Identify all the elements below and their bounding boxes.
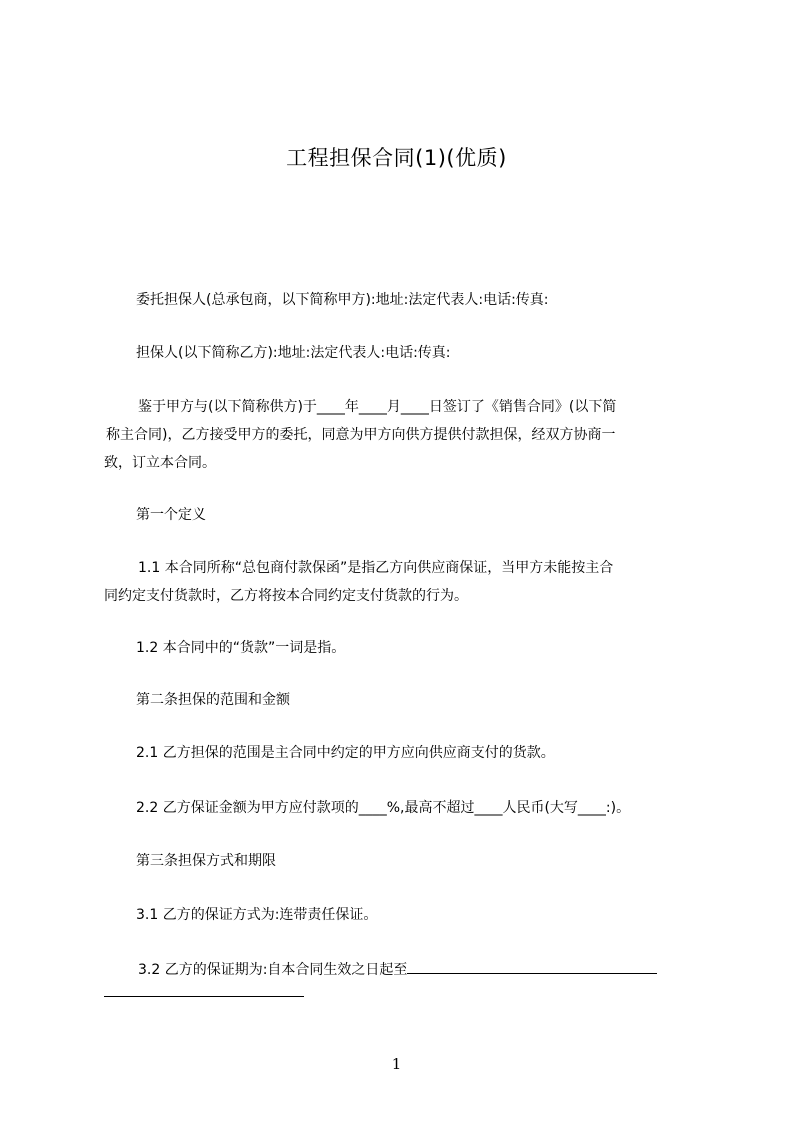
clause-1-1-line-2: 同约定支付货款时，乙方将按本合同约定支付货款的行为。 (104, 588, 468, 604)
clause-1-2: 1.2 本合同中的“货款”一词是指。 (136, 640, 346, 656)
blank-underline (407, 959, 657, 974)
clause-3-2-line-1 (138, 958, 718, 982)
paragraph-principal: 委托担保人(总承包商，以下简称甲方):地址:法定代表人:电话:传真: (136, 292, 549, 308)
blank-underline-continued (104, 996, 304, 997)
clause-2-2: 2.2 乙方保证金额为甲方应付款项的____%,最高不超过____人民币(大写____:)。 (136, 800, 631, 816)
clause-2-1: 2.1 乙方担保的范围是主合同中约定的甲方应向供应商支付的货款。 (136, 745, 555, 761)
clause-3-2-text: 3.2 乙方的保证期为:自本合同生效之日起至 (138, 962, 408, 978)
paragraph-recital-line-1: 鉴于甲方与(以下简称供方)于____年____月____日签订了《销售合同》(以下简 (138, 399, 617, 415)
clause-1-1-line-1: 1.1 本合同所称“总包商付款保函”是指乙方向供应商保证，当甲方未能按主合 (138, 560, 614, 576)
page-number: 1 (391, 1055, 402, 1073)
document-title: 工程担保合同(1)(优质) (286, 146, 507, 170)
paragraph-recital-line-3: 致，订立本合同。 (104, 455, 216, 471)
section-1-heading: 第一个定义 (136, 507, 206, 523)
section-3-heading: 第三条担保方式和期限 (136, 853, 276, 869)
paragraph-recital-line-2: 称主合同)，乙方接受甲方的委托，同意为甲方向供方提供付款担保，经双方协商一 (106, 427, 616, 443)
paragraph-guarantor: 担保人(以下简称乙方):地址:法定代表人:电话:传真: (136, 345, 451, 361)
section-2-heading: 第二条担保的范围和金额 (136, 692, 290, 708)
clause-3-1: 3.1 乙方的保证方式为:连带责任保证。 (136, 907, 378, 923)
